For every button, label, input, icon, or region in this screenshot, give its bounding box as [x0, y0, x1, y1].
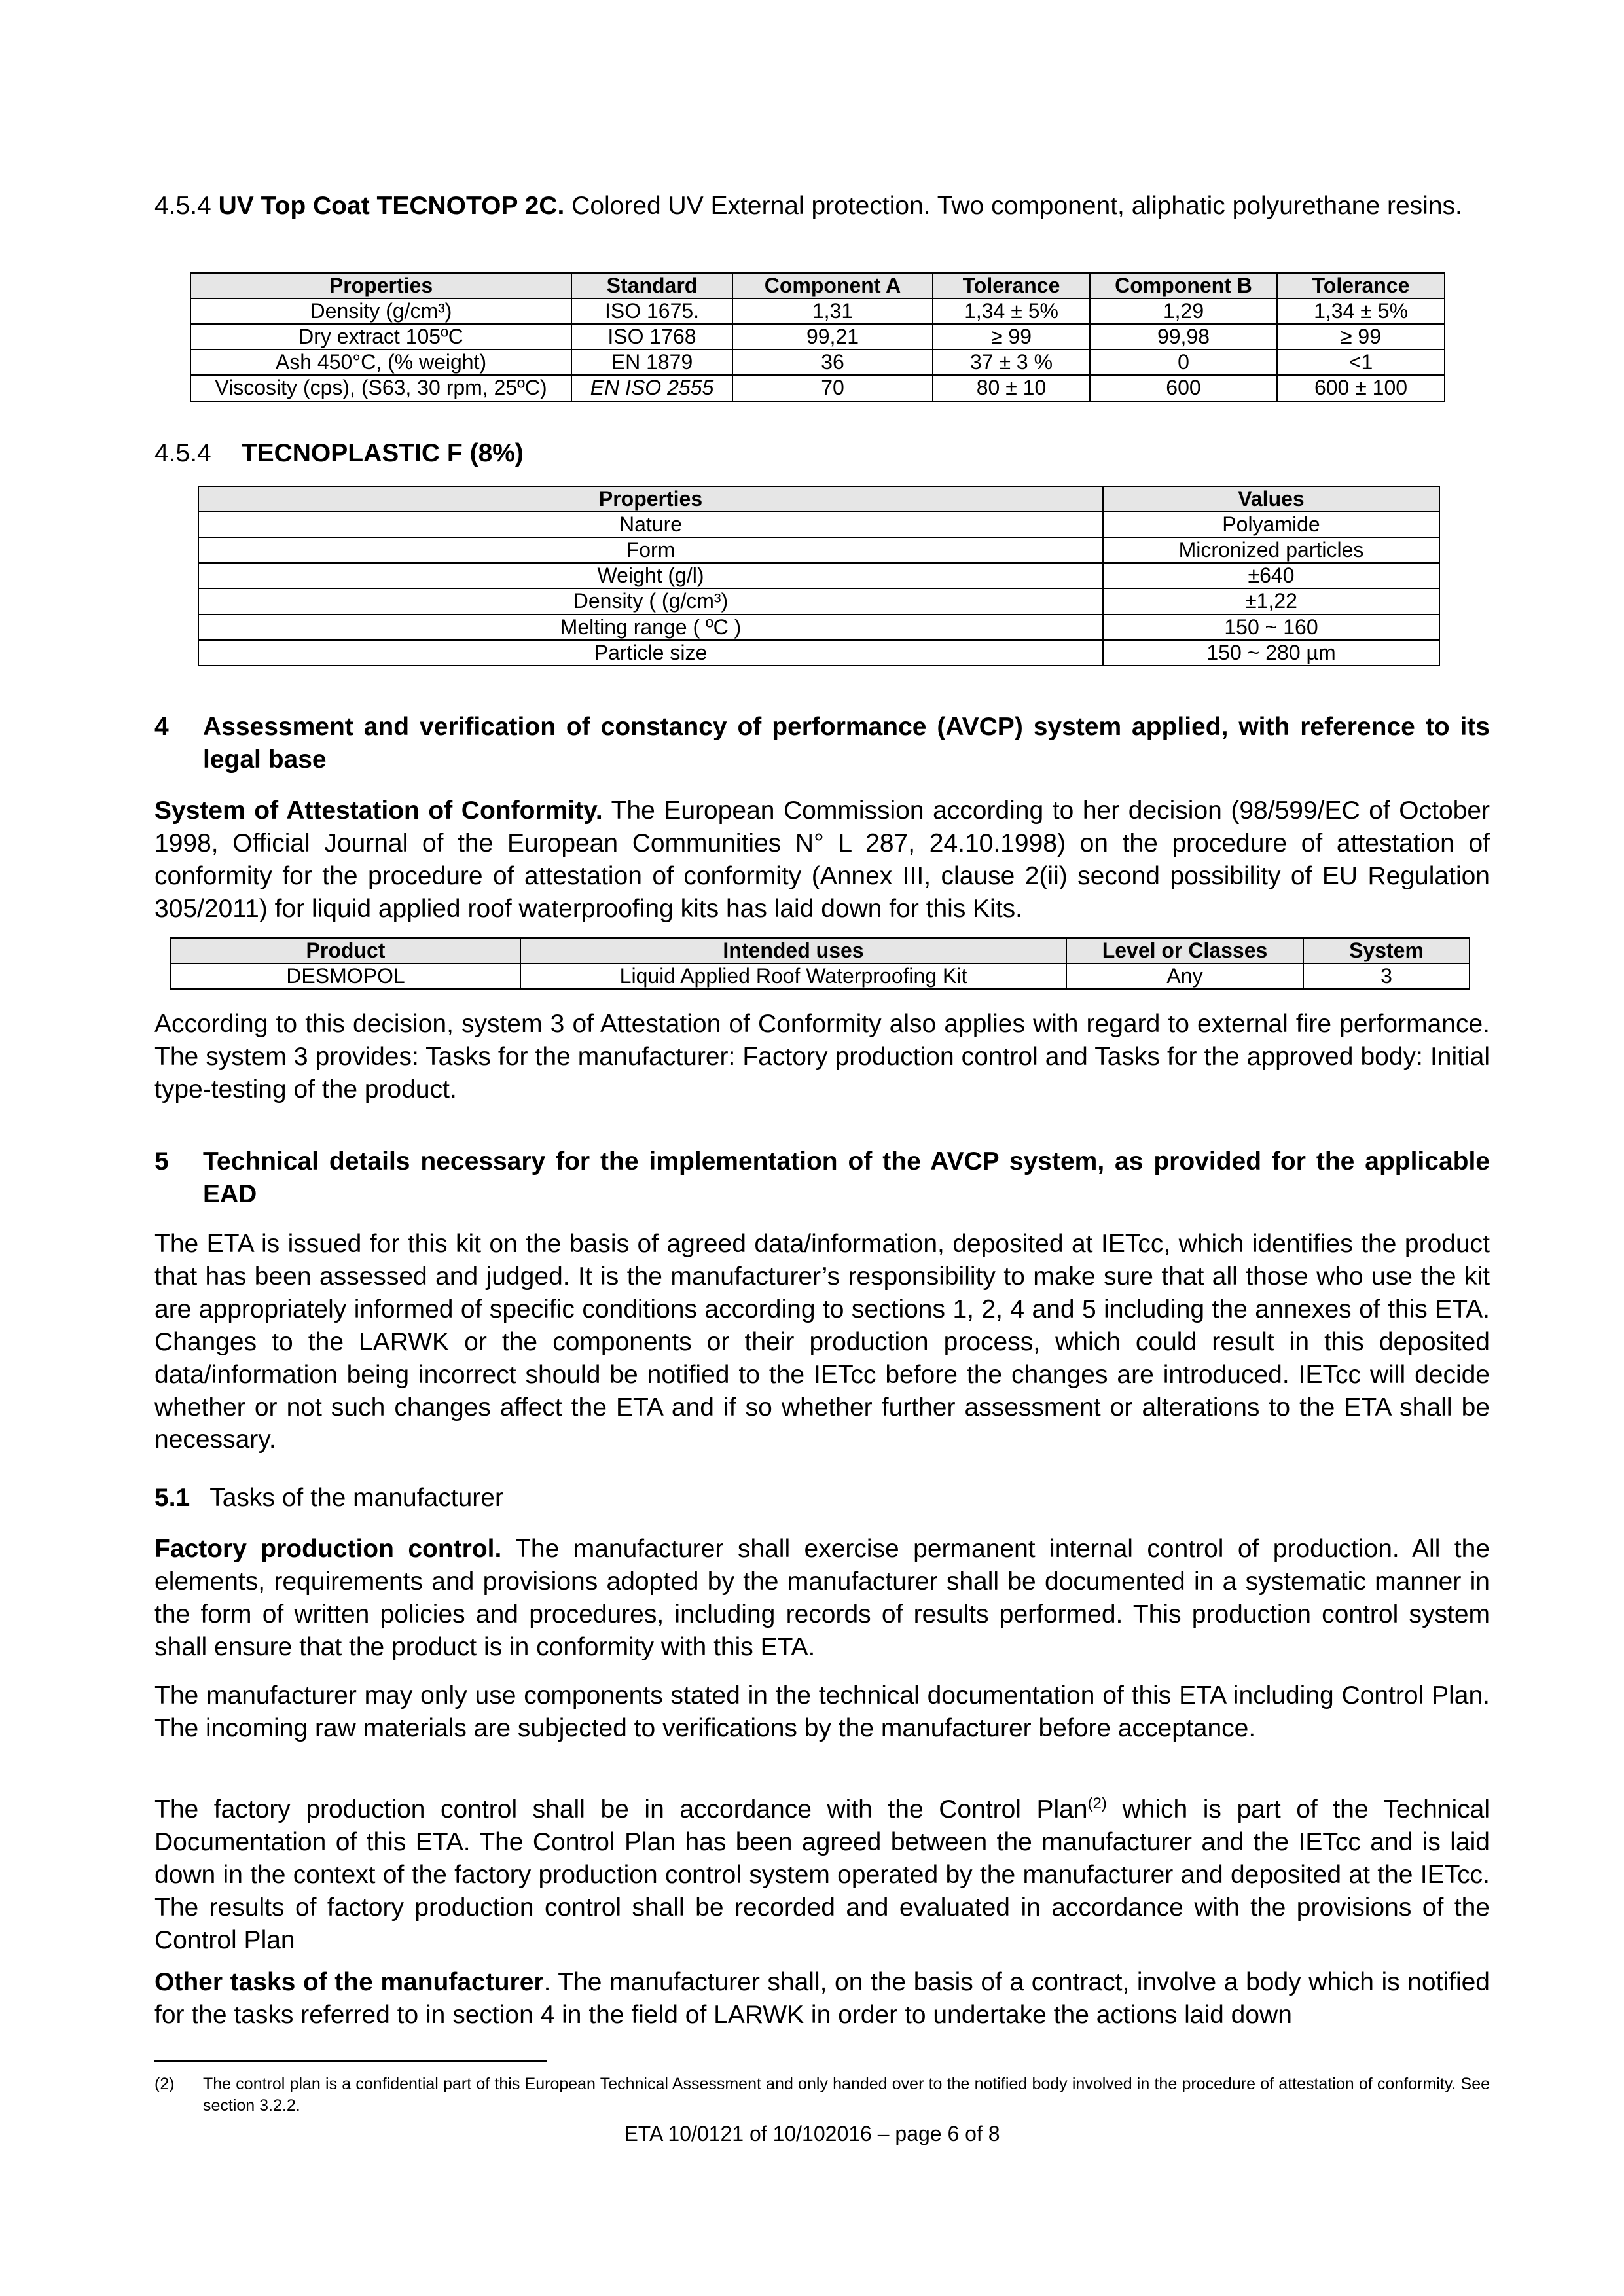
- table-cell: Particle size: [198, 640, 1103, 666]
- table-header-cell: Level or Classes: [1066, 938, 1303, 963]
- table-cell: 1,34 ± 5%: [933, 298, 1090, 324]
- paragraph-text: . The manufacturer shall, on the basis of a contract, involve a body which is notified for the tasks referred to in section 4 in the field of LARWK in order to undertake the actions laid down: [154, 1968, 1490, 2029]
- table-row: [171, 963, 1470, 989]
- table-cell: ISO 1675.: [571, 298, 732, 324]
- table-cell: 36: [732, 350, 933, 375]
- table-cell: Nature: [198, 512, 1103, 537]
- uv-top-coat-table: [190, 272, 1445, 402]
- table-cell: ±640: [1103, 563, 1439, 588]
- paragraph-text: The European Commission according to her decision (98/599/EC of October 1998, Official Journal of the European Communities N° L 287, 24.10.1998) on the procedure of attestation of conformity for the procedure of attestation of conformity (Annex III, clause 2(ii) second possibility of EU Regulation 305/2011) for liquid applied roof waterproofing kits has laid down for this Kits.: [154, 797, 1490, 923]
- table-row: [198, 588, 1439, 614]
- table-cell: Density ( (g/cm³): [198, 588, 1103, 614]
- table-cell: 1,34 ± 5%: [1277, 298, 1445, 324]
- section-title: Tasks of the manufacturer: [209, 1484, 503, 1512]
- table-header-row: [171, 938, 1470, 963]
- table-row: [198, 512, 1439, 537]
- control-plan-paragraph: [154, 1793, 1490, 1957]
- components-paragraph: The manufacturer may only use components stated in the technical documentation of this ETA including Control Plan. The incoming raw materials are subjected to verifications by the manufacturer before acceptance.: [154, 1681, 1490, 1742]
- section-number: 5: [154, 1147, 169, 1175]
- table-header-cell: Properties: [198, 486, 1103, 512]
- table-cell: 70: [732, 375, 933, 401]
- page-footer: ETA 10/0121 of 10/102016 – page 6 of 8: [624, 2122, 1000, 2145]
- table-cell: Melting range ( ºC ): [198, 615, 1103, 640]
- footnote-marker: (2): [154, 2075, 175, 2093]
- table-cell: Any: [1066, 963, 1303, 989]
- table-cell: DESMOPOL: [171, 963, 520, 989]
- section-4-5-4-tecnoplastic: [154, 437, 1490, 470]
- section-number: 4.5.4: [154, 192, 211, 220]
- table-header-row: [198, 486, 1439, 512]
- paragraph-text: The manufacturer shall exercise permanent internal control of production. All the elements, requirements and provisions adopted by the manufacturer shall be documented in a systematic manner in the form of written policies and procedures, including records of results performed. This production control system shall ensure that the product is in conformity with this ETA.: [154, 1535, 1490, 1661]
- section-title: Assessment and verification of constancy of performance (AVCP) system applied, with reference to its legal base: [203, 713, 1490, 774]
- table-cell: Density (g/cm³): [190, 298, 571, 324]
- table-cell: Micronized particles: [1103, 537, 1439, 563]
- table-cell: 600 ± 100: [1277, 375, 1445, 401]
- other-tasks-paragraph: [154, 1966, 1490, 2032]
- table-cell: ±1,22: [1103, 588, 1439, 614]
- table-row: [190, 298, 1445, 324]
- section-4-5-4-uv-top-coat: [154, 190, 1490, 223]
- table-row: [190, 375, 1445, 401]
- table-cell: ISO 1768: [571, 324, 732, 350]
- system-table: [170, 937, 1470, 990]
- table-cell: 150 ~ 280 µm: [1103, 640, 1439, 666]
- section-title: TECNOPLASTIC F (8%): [241, 439, 524, 467]
- table-header-cell: Properties: [190, 273, 571, 298]
- section-title: Technical details necessary for the implementation of the AVCP system, as provided for the applicable EAD: [203, 1147, 1490, 1208]
- table-header-cell: Component A: [732, 273, 933, 298]
- table-row: [190, 350, 1445, 375]
- system-3-paragraph: According to this decision, system 3 of Attestation of Conformity also applies with regard to external fire performance. The system 3 provides: Tasks for the manufacturer: Factory production control and Tasks for the approved body: Initial type-testing of the product.: [154, 1010, 1490, 1103]
- table-cell: 99,21: [732, 324, 933, 350]
- table-row: [198, 615, 1439, 640]
- table-cell: ≥ 99: [933, 324, 1090, 350]
- table-header-cell: Values: [1103, 486, 1439, 512]
- table-header-cell: Product: [171, 938, 520, 963]
- factory-production-control-paragraph: [154, 1533, 1490, 1664]
- table-cell: Polyamide: [1103, 512, 1439, 537]
- table-cell: Weight (g/l): [198, 563, 1103, 588]
- table-cell: EN 1879: [571, 350, 732, 375]
- section-description: Colored UV External protection. Two component, aliphatic polyurethane resins.: [564, 192, 1462, 220]
- attestation-paragraph: [154, 795, 1490, 925]
- table-header-cell: Tolerance: [1277, 273, 1445, 298]
- table-row: [198, 640, 1439, 666]
- section-5-heading: [154, 1145, 1490, 1211]
- table-row: [198, 563, 1439, 588]
- table-cell: 150 ~ 160: [1103, 615, 1439, 640]
- table-header-row: [190, 273, 1445, 298]
- table-cell: Ash 450°C, (% weight): [190, 350, 571, 375]
- footnote-separator: [154, 2060, 547, 2062]
- table-header-cell: Tolerance: [933, 273, 1090, 298]
- table-cell: Liquid Applied Roof Waterproofing Kit: [520, 963, 1066, 989]
- table-cell: ≥ 99: [1277, 324, 1445, 350]
- footnote: [154, 2073, 1490, 2117]
- table-header-cell: Intended uses: [520, 938, 1066, 963]
- section-number: 4.5.4: [154, 439, 211, 467]
- paragraph-text: which is part of the Technical Documentation of this ETA. The Control Plan has been agreed between the manufacturer and the IETcc and is laid down in the context of the factory production control system operated by the manufacturer and deposited at the IETcc. The results of factory production control shall be recorded and evaluated in accordance with the provisions of the Control Plan: [154, 1795, 1490, 1954]
- footnote-reference[interactable]: (2): [1087, 1795, 1107, 1812]
- table-cell: Viscosity (cps), (S63, 30 rpm, 25ºC): [190, 375, 571, 401]
- table-cell: 0: [1090, 350, 1277, 375]
- paragraph-text: The factory production control shall be in accordance with the Control Plan: [154, 1795, 1088, 1823]
- section-5-1-heading: [154, 1482, 1490, 1515]
- paragraph-lead: Factory production control.: [154, 1535, 502, 1563]
- table-cell: 1,29: [1090, 298, 1277, 324]
- eta-issued-paragraph: The ETA is issued for this kit on the basis of agreed data/information, deposited at IETcc, which identifies the product that has been assessed and judged. It is the manufacturer’s responsibility to make sure that all those who use the kit are appropriately informed of specific conditions according to sections 1, 2, 4 and 5 including the annexes of this ETA. Changes to the LARWK or the components or their production process, which could result in this deposited data/information being incorrect should be notified to the IETcc before the changes are introduced. IETcc will decide whether or not such changes affect the ETA and if so whether further assessment or alterations to the ETA shall be necessary.: [154, 1230, 1490, 1454]
- paragraph-lead: System of Attestation of Conformity.: [154, 797, 603, 825]
- section-title: UV Top Coat TECNOTOP 2C.: [218, 192, 565, 220]
- tecnoplastic-table: [198, 486, 1440, 666]
- table-cell: Form: [198, 537, 1103, 563]
- table-row: [198, 537, 1439, 563]
- table-cell: 600: [1090, 375, 1277, 401]
- table-header-cell: Component B: [1090, 273, 1277, 298]
- paragraph-lead: Other tasks of the manufacturer: [154, 1968, 544, 1996]
- footnote-text: The control plan is a confidential part of this European Technical Assessment and only handed over to the notified body involved in the procedure of attestation of conformity. See section 3.2.2.: [203, 2075, 1490, 2115]
- section-number: 4: [154, 713, 169, 741]
- table-cell: Dry extract 105ºC: [190, 324, 571, 350]
- table-row: [190, 324, 1445, 350]
- table-header-cell: System: [1303, 938, 1470, 963]
- table-header-cell: Standard: [571, 273, 732, 298]
- table-cell: EN ISO 2555: [571, 375, 732, 401]
- table-cell: 80 ± 10: [933, 375, 1090, 401]
- table-cell: 37 ± 3 %: [933, 350, 1090, 375]
- table-cell: <1: [1277, 350, 1445, 375]
- section-4-heading: [154, 711, 1490, 776]
- table-cell: 99,98: [1090, 324, 1277, 350]
- table-cell: 1,31: [732, 298, 933, 324]
- table-cell: 3: [1303, 963, 1470, 989]
- section-number: 5.1: [154, 1484, 190, 1512]
